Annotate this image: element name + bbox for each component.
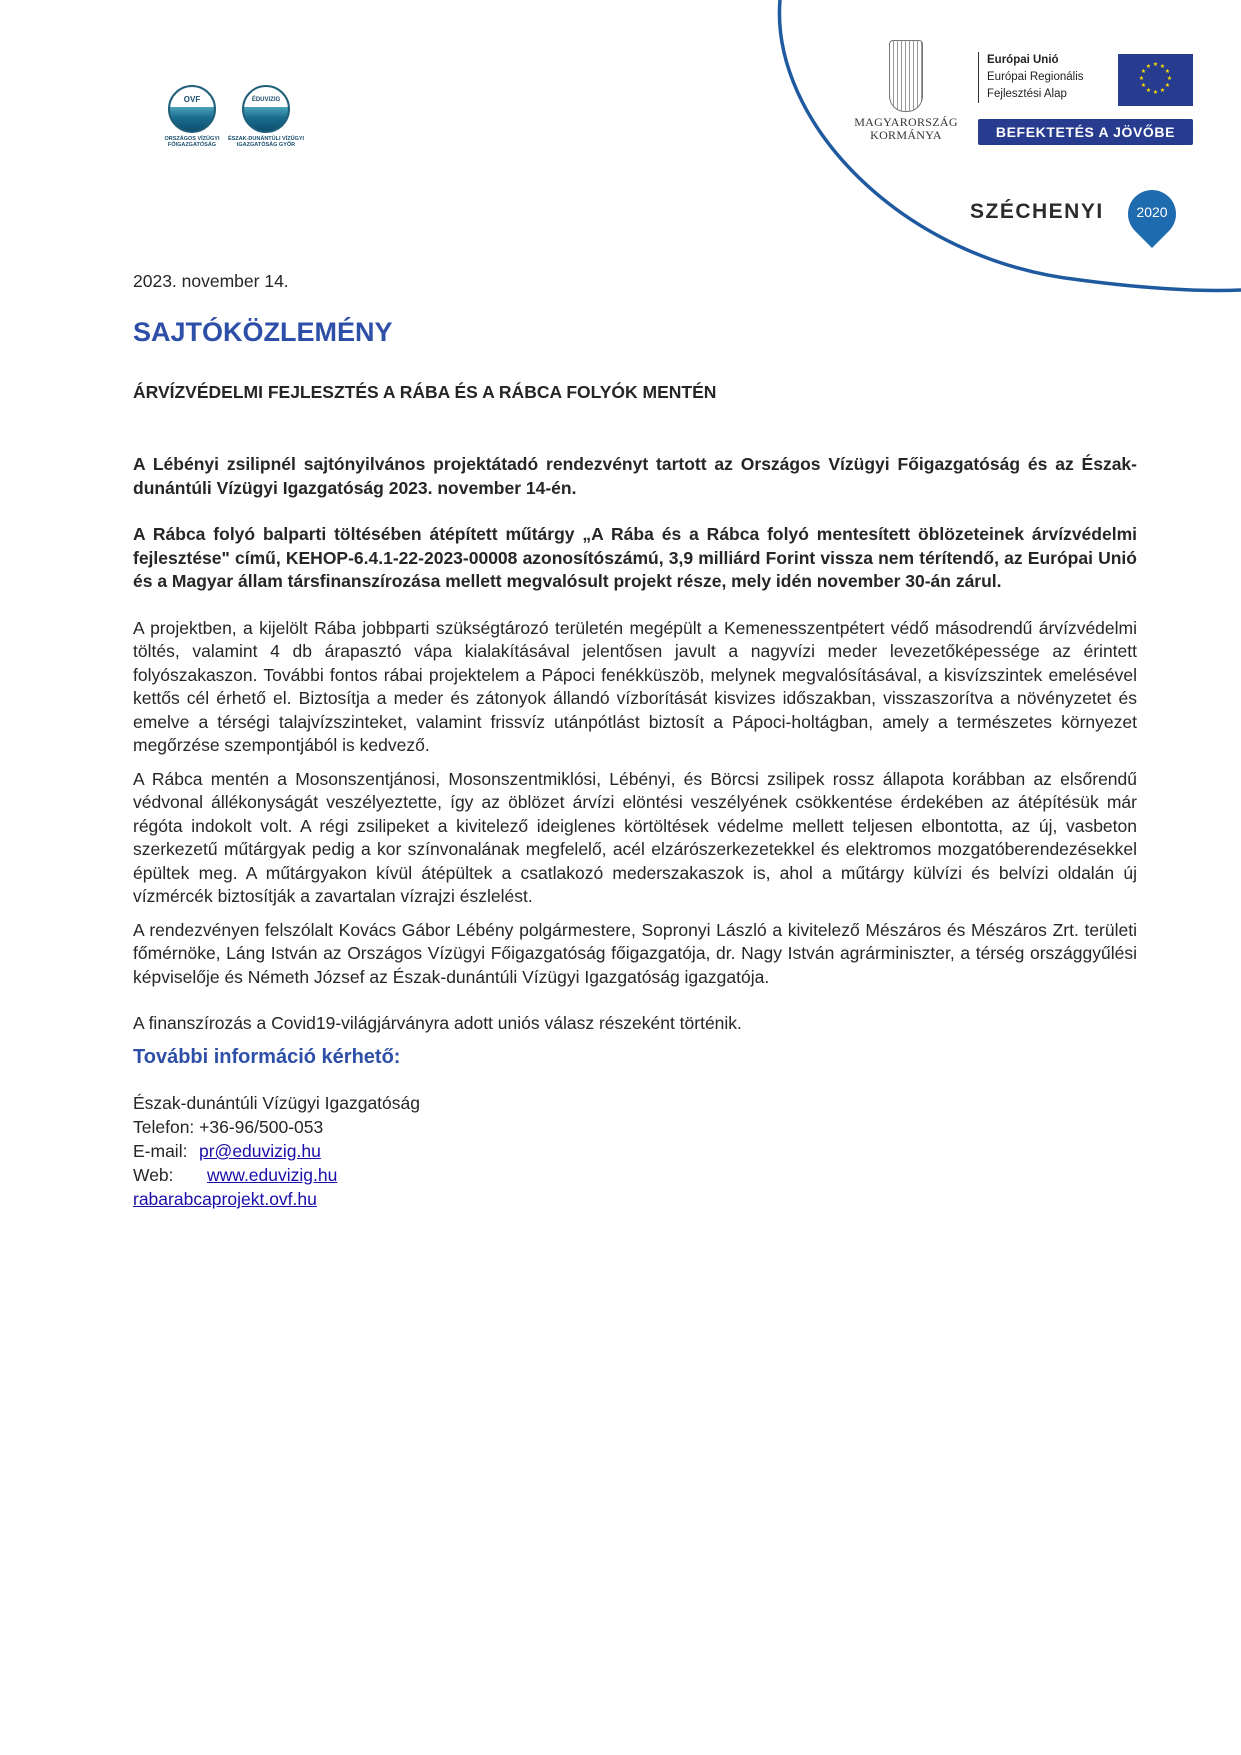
svg-text:★: ★	[1159, 63, 1166, 70]
body-paragraph: A finanszírozás a Covid19-világjárványra adott uniós válasz részeként történik.	[133, 1013, 742, 1033]
eu-name: Európai Unió	[987, 54, 1059, 66]
more-info-heading: További információ kérhető:	[133, 1045, 401, 1068]
contact-project-row	[133, 1187, 1137, 1211]
invest-in-future-banner: BEFEKTETÉS A JÖVŐBE	[978, 119, 1193, 145]
email-label: E-mail:	[133, 1141, 188, 1161]
release-date: 2023. november 14.	[133, 271, 289, 291]
szechenyi-wordmark: SZÉCHENYI	[970, 200, 1104, 223]
ovf-mark: OVF	[183, 95, 201, 104]
ovf-emblem-icon	[168, 85, 216, 133]
email-link[interactable]: pr@eduvizig.hu	[199, 1141, 321, 1161]
government-logo	[846, 40, 966, 142]
website-link[interactable]: www.eduvizig.hu	[207, 1165, 338, 1185]
eu-flag-icon	[1118, 54, 1193, 106]
eduvizig-emblem-icon	[242, 85, 290, 133]
project-site-link[interactable]: rabarabcaprojekt.ovf.hu	[133, 1189, 317, 1209]
web-label: Web:	[133, 1165, 174, 1185]
ovf-logo	[160, 85, 224, 148]
contact-web-row	[133, 1163, 1137, 1187]
contact-phone-row	[133, 1115, 1137, 1139]
svg-text:★: ★	[1145, 87, 1152, 94]
contact-organization: Észak-dunántúli Vízügyi Igazgatóság	[133, 1093, 420, 1113]
svg-text:★: ★	[1164, 68, 1171, 75]
eduvizig-caption: ÉSZAK-DUNÁNTÚLI VÍZÜGYI IGAZGATÓSÁG GYŐR	[227, 136, 305, 148]
hungarian-coat-of-arms-icon	[889, 40, 923, 112]
government-name-line1: MAGYARORSZÁG	[854, 115, 958, 129]
government-name-line2: KORMÁNYA	[870, 128, 942, 142]
svg-text:★: ★	[1152, 89, 1159, 96]
eu-stars-icon	[1118, 54, 1193, 106]
contact-block	[133, 1091, 1137, 1211]
svg-text:★: ★	[1140, 68, 1147, 75]
svg-text:★: ★	[1145, 63, 1152, 70]
contact-email-row	[133, 1139, 1137, 1163]
lead-paragraph: A Lébényi zsilipnél sajtónyilvános projektátadó rendezvényt tartott az Országos Vízügyi Főigazgatóság és az Észak-dunántúli Vízügyi Igazgatóság 2023. november 14-én.	[133, 454, 1137, 498]
eu-fund-label	[978, 52, 1084, 103]
svg-text:★: ★	[1164, 82, 1171, 89]
body-paragraph: A Rábca mentén a Mosonszentjánosi, Mosonszentmiklósi, Lébényi, és Börcsi zsilipek rossz állapota korábban az elsőrendű védvonal állékonyságát veszélyeztette, így az öblözet árvízi elöntési veszélyének csökkentése érdekében az átépítésük már régóta indokolt volt. A régi zsilipeket a kivitelező ideiglenes körtöltések védelme mellett teljesen elbontotta, az új, vasbeton szerkezetű műtárgyak pedig a kor színvonalának megfelelő, acél elzárószerkezetekkel és elektromos mozgatóberendezésekkel épültek meg. A műtárgyakon kívül átépültek a csatlakozó mederszakaszok is, ahol a műtárgy külvízi és belvízi oldalán új vízmércék biztosítják a zavartalan vízrajzi észlelést.	[133, 768, 1137, 906]
phone-value: +36-96/500-053	[199, 1117, 324, 1137]
body-paragraph: A projektben, a kijelölt Rába jobbparti szükségtározó területén megépült a Kemenesszentpétert védő másodrendű árvízvédelmi töltés, valamint 4 db árapasztó vápa kialakításával jelentősen javult a nagyvízi meder levezetőképessége az érintett folyószakaszon. További fontos rábai projektelem a Pápoci fenékküszöb, melynek megvalósításával, a kisvízszintek emelésével kettős cél érhető el. Biztosítja a meder és zátonyok állandó vízborítását kisvizes időszakban, visszaszorítva a növényzetet és emelve a térségi talajvízszinteket, valamint frissvíz utánpótlást biztosít a Pápoci-holtágban, amely a természetes környezet megőrzése szempontjából is kedvező.	[133, 617, 1137, 755]
svg-text:★: ★	[1140, 82, 1147, 89]
svg-text:★: ★	[1138, 75, 1145, 82]
eu-fund-line2: Európai Regionális	[987, 71, 1084, 83]
eu-fund-line3: Fejlesztési Alap	[987, 88, 1067, 100]
svg-text:★: ★	[1166, 75, 1173, 82]
ovf-caption: ORSZÁGOS VÍZÜGYI FŐIGAZGATÓSÁG	[164, 136, 220, 148]
release-subtitle: ÁRVÍZVÉDELMI FEJLESZTÉS A RÁBA ÉS A RÁBCA FOLYÓK MENTÉN	[133, 381, 717, 402]
page-title: SAJTÓKÖZLEMÉNY	[133, 316, 393, 347]
szechenyi-year: 2020	[1136, 204, 1168, 220]
eduvizig-mark: ÉDUVIZIG	[251, 97, 281, 103]
phone-label: Telefon:	[133, 1117, 195, 1137]
lead-paragraph: A Rábca folyó balparti töltésében átépített műtárgy „A Rába és a Rábca folyó mentesített öblözeteinek árvízvédelmi fejlesztése" című, KEHOP-6.4.1-22-2023-00008 azonosítószámú, 3,9 milliárd Forint vissza nem térítendő, az Európai Unió és a Magyar állam társfinanszírozása mellett megvalósult projekt része, mely idén november 30-án zárul.	[133, 524, 1137, 591]
body-paragraph: A rendezvényen felszólalt Kovács Gábor Lébény polgármestere, Sopronyi László a kivitelező Mészáros és Mészáros Zrt. területi főmérnöke, Láng István az Országos Vízügyi Főigazgatóság főigazgatója, dr. Nagy István agrárminiszter, a térség országgyűlési képviselője és Németh József az Észak-dunántúli Vízügyi Igazgatóság igazgatója.	[133, 919, 1137, 987]
press-release	[133, 270, 1137, 1211]
svg-text:★: ★	[1152, 61, 1159, 68]
svg-text:★: ★	[1159, 87, 1166, 94]
eduvizig-logo	[226, 85, 306, 148]
